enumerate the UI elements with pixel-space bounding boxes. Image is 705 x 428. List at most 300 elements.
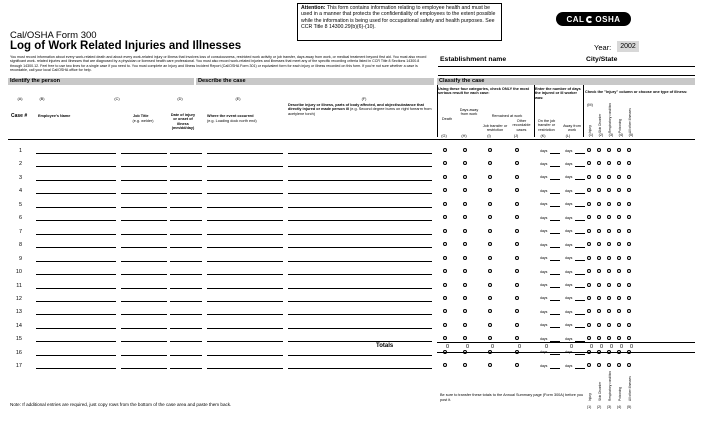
outcome-radio-4[interactable] bbox=[515, 363, 519, 367]
illness-checkbox-4[interactable] bbox=[617, 242, 621, 246]
location-field[interactable] bbox=[207, 153, 283, 154]
outcome-radio-1[interactable] bbox=[443, 175, 447, 179]
outcome-radio-2[interactable] bbox=[463, 336, 467, 340]
illness-checkbox-5[interactable] bbox=[627, 175, 631, 179]
injury-date-field[interactable] bbox=[170, 341, 202, 342]
description-field[interactable] bbox=[288, 207, 432, 208]
illness-checkbox-2[interactable] bbox=[597, 323, 601, 327]
employee-name-field[interactable] bbox=[36, 180, 116, 181]
illness-checkbox-2[interactable] bbox=[597, 363, 601, 367]
illness-checkbox-3[interactable] bbox=[607, 363, 611, 367]
location-field[interactable] bbox=[207, 247, 283, 248]
days-away-label: days bbox=[565, 283, 573, 287]
outcome-radio-2[interactable] bbox=[463, 215, 467, 219]
days-away-field[interactable] bbox=[575, 314, 585, 315]
outcome-radio-1[interactable] bbox=[443, 296, 447, 300]
illness-checkbox-4[interactable] bbox=[617, 148, 621, 152]
outcome-radio-4[interactable] bbox=[515, 215, 519, 219]
location-field[interactable] bbox=[207, 193, 283, 194]
illness-checkbox-5[interactable] bbox=[627, 283, 631, 287]
description-field[interactable] bbox=[288, 234, 432, 235]
outcome-radio-4[interactable] bbox=[515, 229, 519, 233]
illness-checkbox-5[interactable] bbox=[627, 309, 631, 313]
illness-checkbox-2[interactable] bbox=[597, 229, 601, 233]
injury-date-field[interactable] bbox=[170, 368, 202, 369]
job-title-field[interactable] bbox=[121, 166, 167, 167]
description-field[interactable] bbox=[288, 288, 432, 289]
outcome-radio-4[interactable] bbox=[515, 309, 519, 313]
days-transfer-field[interactable] bbox=[550, 260, 560, 261]
days-away-field[interactable] bbox=[575, 179, 585, 180]
illness-checkbox-4[interactable] bbox=[617, 215, 621, 219]
total-value-7: 0 bbox=[590, 344, 594, 350]
location-field[interactable] bbox=[207, 207, 283, 208]
days-transfer-field[interactable] bbox=[550, 327, 560, 328]
outcome-radio-4[interactable] bbox=[515, 296, 519, 300]
outcome-radio-3[interactable] bbox=[488, 269, 492, 273]
days-away-field[interactable] bbox=[575, 260, 585, 261]
illness-checkbox-2[interactable] bbox=[597, 161, 601, 165]
injury-date-field[interactable] bbox=[170, 207, 202, 208]
outcome-radio-4[interactable] bbox=[515, 269, 519, 273]
outcome-radio-2[interactable] bbox=[463, 296, 467, 300]
days-transfer-field[interactable] bbox=[550, 166, 560, 167]
days-transfer-field[interactable] bbox=[550, 274, 560, 275]
illness-checkbox-5[interactable] bbox=[627, 148, 631, 152]
employee-name-field[interactable] bbox=[36, 355, 116, 356]
location-field[interactable] bbox=[207, 288, 283, 289]
illness-checkbox-1[interactable] bbox=[587, 296, 591, 300]
col-a-letter: (A) bbox=[17, 97, 23, 101]
illness-type-header-3: Respiratory condition bbox=[608, 103, 612, 133]
days-transfer-field[interactable] bbox=[550, 247, 560, 248]
description-field[interactable] bbox=[288, 220, 432, 221]
row-number: 3 bbox=[18, 174, 22, 181]
days-away-field[interactable] bbox=[575, 153, 585, 154]
totals-top-rule bbox=[437, 342, 695, 343]
location-field[interactable] bbox=[207, 314, 283, 315]
illness-checkbox-1[interactable] bbox=[587, 215, 591, 219]
job-title-field[interactable] bbox=[121, 234, 167, 235]
illness-checkbox-3[interactable] bbox=[607, 269, 611, 273]
days-transfer-field[interactable] bbox=[550, 220, 560, 221]
illness-checkbox-3[interactable] bbox=[607, 296, 611, 300]
location-field[interactable] bbox=[207, 341, 283, 342]
employee-name-field[interactable] bbox=[36, 234, 116, 235]
illness-checkbox-4[interactable] bbox=[617, 175, 621, 179]
col-c-letter: (C) bbox=[114, 97, 120, 101]
outcome-radio-3[interactable] bbox=[488, 323, 492, 327]
outcome-radio-4[interactable] bbox=[515, 188, 519, 192]
days-away-field[interactable] bbox=[575, 193, 585, 194]
illness-checkbox-1[interactable] bbox=[587, 175, 591, 179]
illness-checkbox-4[interactable] bbox=[617, 256, 621, 260]
outcome-radio-2[interactable] bbox=[463, 148, 467, 152]
illness-checkbox-4[interactable] bbox=[617, 309, 621, 313]
illness-checkbox-4[interactable] bbox=[617, 283, 621, 287]
days-transfer-field[interactable] bbox=[550, 314, 560, 315]
illness-checkbox-2[interactable] bbox=[597, 148, 601, 152]
illness-checkbox-4[interactable] bbox=[617, 296, 621, 300]
employee-name-field[interactable] bbox=[36, 288, 116, 289]
illness-checkbox-3[interactable] bbox=[607, 188, 611, 192]
job-title-field[interactable] bbox=[121, 314, 167, 315]
illness-checkbox-5[interactable] bbox=[627, 363, 631, 367]
location-field[interactable] bbox=[207, 355, 283, 356]
outcome-radio-3[interactable] bbox=[488, 161, 492, 165]
illness-checkbox-3[interactable] bbox=[607, 148, 611, 152]
outcome-radio-4[interactable] bbox=[515, 148, 519, 152]
outcome-radio-1[interactable] bbox=[443, 336, 447, 340]
days-away-field[interactable] bbox=[575, 220, 585, 221]
illness-checkbox-2[interactable] bbox=[597, 215, 601, 219]
city-state-label: City/State bbox=[586, 56, 618, 63]
job-title-field[interactable] bbox=[121, 247, 167, 248]
days-transfer-field[interactable] bbox=[550, 179, 560, 180]
illness-checkbox-5[interactable] bbox=[627, 229, 631, 233]
illness-checkbox-1[interactable] bbox=[587, 269, 591, 273]
outcome-radio-3[interactable] bbox=[488, 148, 492, 152]
job-title-field[interactable] bbox=[121, 220, 167, 221]
outcome-radio-1[interactable] bbox=[443, 323, 447, 327]
illness-checkbox-1[interactable] bbox=[587, 323, 591, 327]
injury-date-field[interactable] bbox=[170, 328, 202, 329]
illness-checkbox-1[interactable] bbox=[587, 283, 591, 287]
outcome-radio-3[interactable] bbox=[488, 229, 492, 233]
illness-checkbox-3[interactable] bbox=[607, 202, 611, 206]
illness-checkbox-2[interactable] bbox=[597, 188, 601, 192]
description-field[interactable] bbox=[288, 247, 432, 248]
outcome-radio-3[interactable] bbox=[488, 175, 492, 179]
description-field[interactable] bbox=[288, 341, 432, 342]
illness-checkbox-3[interactable] bbox=[607, 161, 611, 165]
illness-checkbox-5[interactable] bbox=[627, 269, 631, 273]
days-away-field[interactable] bbox=[575, 206, 585, 207]
form-title: Log of Work Related Injuries and Illnesses bbox=[10, 40, 242, 52]
outcome-radio-2[interactable] bbox=[463, 323, 467, 327]
job-title-field[interactable] bbox=[121, 301, 167, 302]
outcome-radio-4[interactable] bbox=[515, 161, 519, 165]
illness-type-num-4: (4) bbox=[618, 133, 624, 137]
days-transfer-field[interactable] bbox=[550, 354, 560, 355]
outcome-radio-2[interactable] bbox=[463, 229, 467, 233]
outcome-radio-1[interactable] bbox=[443, 256, 447, 260]
description-field[interactable] bbox=[288, 274, 432, 275]
outcome-radio-4[interactable] bbox=[515, 175, 519, 179]
days-away-field[interactable] bbox=[575, 327, 585, 328]
illness-checkbox-5[interactable] bbox=[627, 161, 631, 165]
illness-checkbox-2[interactable] bbox=[597, 269, 601, 273]
outcome-radio-1[interactable] bbox=[443, 188, 447, 192]
col-d-line1: Date of injury bbox=[170, 113, 196, 117]
outcome-radio-4[interactable] bbox=[515, 283, 519, 287]
outcome-radio-1[interactable] bbox=[443, 363, 447, 367]
illness-checkbox-4[interactable] bbox=[617, 323, 621, 327]
illness-checkbox-1[interactable] bbox=[587, 256, 591, 260]
job-title-field[interactable] bbox=[121, 341, 167, 342]
row-number: 7 bbox=[18, 228, 22, 235]
illness-checkbox-2[interactable] bbox=[597, 175, 601, 179]
days-away-field[interactable] bbox=[575, 368, 585, 369]
employee-name-field[interactable] bbox=[36, 166, 116, 167]
outcome-radio-2[interactable] bbox=[463, 242, 467, 246]
outcome-radio-2[interactable] bbox=[463, 309, 467, 313]
location-field[interactable] bbox=[207, 274, 283, 275]
location-field[interactable] bbox=[207, 368, 283, 369]
outcome-radio-3[interactable] bbox=[488, 242, 492, 246]
illness-checkbox-3[interactable] bbox=[607, 283, 611, 287]
illness-checkbox-3[interactable] bbox=[607, 215, 611, 219]
illness-checkbox-4[interactable] bbox=[617, 336, 621, 340]
days-transfer-field[interactable] bbox=[550, 300, 560, 301]
illness-checkbox-4[interactable] bbox=[617, 269, 621, 273]
job-title-field[interactable] bbox=[121, 193, 167, 194]
employee-name-field[interactable] bbox=[36, 247, 116, 248]
outcome-radio-4[interactable] bbox=[515, 323, 519, 327]
illness-checkbox-4[interactable] bbox=[617, 188, 621, 192]
divider bbox=[437, 85, 438, 137]
outcome-radio-2[interactable] bbox=[463, 363, 467, 367]
outcome-radio-1[interactable] bbox=[443, 202, 447, 206]
outcome-radio-2[interactable] bbox=[463, 283, 467, 287]
outcome-radio-3[interactable] bbox=[488, 363, 492, 367]
job-title-field[interactable] bbox=[121, 207, 167, 208]
outcome-radio-3[interactable] bbox=[488, 309, 492, 313]
outcome-radio-1[interactable] bbox=[443, 161, 447, 165]
description-field[interactable] bbox=[288, 193, 432, 194]
days-away-field[interactable] bbox=[575, 287, 585, 288]
illness-checkbox-1[interactable] bbox=[587, 309, 591, 313]
illness-checkbox-4[interactable] bbox=[617, 161, 621, 165]
injury-date-field[interactable] bbox=[170, 166, 202, 167]
outcome-radio-3[interactable] bbox=[488, 188, 492, 192]
illness-checkbox-5[interactable] bbox=[627, 296, 631, 300]
outcome-radio-3[interactable] bbox=[488, 336, 492, 340]
illness-checkbox-3[interactable] bbox=[607, 242, 611, 246]
days-away-label: days bbox=[565, 148, 573, 153]
illness-checkbox-1[interactable] bbox=[587, 161, 591, 165]
illness-checkbox-5[interactable] bbox=[627, 215, 631, 219]
illness-checkbox-2[interactable] bbox=[597, 296, 601, 300]
injury-date-field[interactable] bbox=[170, 247, 202, 248]
illness-checkbox-3[interactable] bbox=[607, 229, 611, 233]
injury-date-field[interactable] bbox=[170, 234, 202, 235]
illness-checkbox-2[interactable] bbox=[597, 256, 601, 260]
days-away-field[interactable] bbox=[575, 300, 585, 301]
illness-checkbox-1[interactable] bbox=[587, 202, 591, 206]
injury-date-field[interactable] bbox=[170, 274, 202, 275]
days-away-field[interactable] bbox=[575, 166, 585, 167]
hdr-away-from: Away from work bbox=[563, 124, 581, 133]
outcome-radio-1[interactable] bbox=[443, 242, 447, 246]
days-transfer-field[interactable] bbox=[550, 233, 560, 234]
row-number: 16 bbox=[15, 349, 22, 356]
outcome-radio-3[interactable] bbox=[488, 256, 492, 260]
illness-checkbox-2[interactable] bbox=[597, 336, 601, 340]
outcome-radio-2[interactable] bbox=[463, 161, 467, 165]
location-field[interactable] bbox=[207, 220, 283, 221]
outcome-radio-3[interactable] bbox=[488, 202, 492, 206]
outcome-radio-3[interactable] bbox=[488, 296, 492, 300]
col-d-label bbox=[166, 113, 200, 131]
illness-checkbox-1[interactable] bbox=[587, 363, 591, 367]
job-title-field[interactable] bbox=[121, 153, 167, 154]
days-transfer-field[interactable] bbox=[550, 368, 560, 369]
injury-date-field[interactable] bbox=[170, 261, 202, 262]
illness-checkbox-2[interactable] bbox=[597, 242, 601, 246]
days-away-field[interactable] bbox=[575, 233, 585, 234]
total-value-3: 0 bbox=[491, 344, 495, 350]
outcome-radio-3[interactable] bbox=[488, 283, 492, 287]
illness-type-footer-4: Poisoning bbox=[618, 387, 622, 401]
outcome-radio-4[interactable] bbox=[515, 242, 519, 246]
illness-checkbox-1[interactable] bbox=[587, 242, 591, 246]
days-away-label: days bbox=[565, 202, 573, 207]
outcome-radio-2[interactable] bbox=[463, 256, 467, 260]
outcome-radio-1[interactable] bbox=[443, 229, 447, 233]
logo-right-text: OSHA bbox=[595, 14, 621, 24]
employee-name-field[interactable] bbox=[36, 328, 116, 329]
copy-rows-note: Note: If additional entries are required, just copy rows from the bottom of the case area and paste them back. bbox=[10, 402, 232, 407]
job-title-field[interactable] bbox=[121, 274, 167, 275]
illness-checkbox-3[interactable] bbox=[607, 175, 611, 179]
illness-checkbox-4[interactable] bbox=[617, 202, 621, 206]
days-away-field[interactable] bbox=[575, 354, 585, 355]
description-field[interactable] bbox=[288, 180, 432, 181]
outcome-radio-1[interactable] bbox=[443, 283, 447, 287]
description-field[interactable] bbox=[288, 261, 432, 262]
location-field[interactable] bbox=[207, 328, 283, 329]
description-field[interactable] bbox=[288, 301, 432, 302]
divider bbox=[534, 85, 535, 137]
employee-name-field[interactable] bbox=[36, 193, 116, 194]
classify-m-letter: (M) bbox=[587, 103, 593, 107]
illness-checkbox-3[interactable] bbox=[607, 336, 611, 340]
classify-letter-6: (L) bbox=[565, 134, 571, 138]
outcome-radio-1[interactable] bbox=[443, 309, 447, 313]
illness-checkbox-3[interactable] bbox=[607, 256, 611, 260]
classify-letter-2: (H) bbox=[461, 134, 467, 138]
injury-date-field[interactable] bbox=[170, 153, 202, 154]
employee-name-field[interactable] bbox=[36, 220, 116, 221]
employee-name-field[interactable] bbox=[36, 261, 116, 262]
injury-date-field[interactable] bbox=[170, 288, 202, 289]
injury-date-field[interactable] bbox=[170, 301, 202, 302]
days-transfer-label: days bbox=[540, 323, 548, 328]
illness-checkbox-1[interactable] bbox=[587, 148, 591, 152]
illness-type-footer-num-5: (5) bbox=[627, 405, 632, 409]
total-value-9: 0 bbox=[610, 344, 614, 350]
location-field[interactable] bbox=[207, 261, 283, 262]
injury-date-field[interactable] bbox=[170, 180, 202, 181]
days-transfer-field[interactable] bbox=[550, 287, 560, 288]
job-title-field[interactable] bbox=[121, 180, 167, 181]
illness-checkbox-2[interactable] bbox=[597, 202, 601, 206]
job-title-field[interactable] bbox=[121, 288, 167, 289]
outcome-radio-1[interactable] bbox=[443, 148, 447, 152]
illness-checkbox-2[interactable] bbox=[597, 309, 601, 313]
injury-date-field[interactable] bbox=[170, 220, 202, 221]
illness-checkbox-1[interactable] bbox=[587, 336, 591, 340]
employee-name-field[interactable] bbox=[36, 341, 116, 342]
days-transfer-field[interactable] bbox=[550, 193, 560, 194]
total-value-1: 0 bbox=[446, 344, 450, 350]
description-field[interactable] bbox=[288, 153, 432, 154]
job-title-field[interactable] bbox=[121, 328, 167, 329]
illness-checkbox-5[interactable] bbox=[627, 336, 631, 340]
illness-checkbox-2[interactable] bbox=[597, 283, 601, 287]
description-field[interactable] bbox=[288, 314, 432, 315]
illness-checkbox-5[interactable] bbox=[627, 202, 631, 206]
description-field[interactable] bbox=[288, 166, 432, 167]
description-field[interactable] bbox=[288, 328, 432, 329]
location-field[interactable] bbox=[207, 234, 283, 235]
job-title-field[interactable] bbox=[121, 261, 167, 262]
location-field[interactable] bbox=[207, 301, 283, 302]
outcome-radio-2[interactable] bbox=[463, 202, 467, 206]
illness-checkbox-4[interactable] bbox=[617, 363, 621, 367]
injury-date-field[interactable] bbox=[170, 355, 202, 356]
employee-name-field[interactable] bbox=[36, 301, 116, 302]
outcome-radio-1[interactable] bbox=[443, 215, 447, 219]
outcome-radio-1[interactable] bbox=[443, 269, 447, 273]
row-number: 6 bbox=[18, 215, 22, 222]
illness-checkbox-5[interactable] bbox=[627, 323, 631, 327]
illness-checkbox-5[interactable] bbox=[627, 256, 631, 260]
employee-name-field[interactable] bbox=[36, 368, 116, 369]
illness-type-num-1: (1) bbox=[588, 133, 594, 137]
outcome-radio-2[interactable] bbox=[463, 188, 467, 192]
days-transfer-field[interactable] bbox=[550, 153, 560, 154]
illness-checkbox-3[interactable] bbox=[607, 323, 611, 327]
illness-checkbox-5[interactable] bbox=[627, 242, 631, 246]
illness-checkbox-1[interactable] bbox=[587, 188, 591, 192]
job-title-field[interactable] bbox=[121, 368, 167, 369]
illness-checkbox-3[interactable] bbox=[607, 309, 611, 313]
description-field[interactable] bbox=[288, 355, 432, 356]
section-classify: Classify the case bbox=[437, 78, 695, 85]
outcome-radio-4[interactable] bbox=[515, 256, 519, 260]
employee-name-field[interactable] bbox=[36, 314, 116, 315]
injury-date-field[interactable] bbox=[170, 193, 202, 194]
days-away-field[interactable] bbox=[575, 247, 585, 248]
attention-label: Attention: bbox=[301, 5, 326, 11]
days-transfer-label: days bbox=[540, 202, 548, 207]
illness-checkbox-4[interactable] bbox=[617, 229, 621, 233]
outcome-radio-2[interactable] bbox=[463, 175, 467, 179]
outcome-radio-4[interactable] bbox=[515, 202, 519, 206]
classify-letter-3: (I) bbox=[487, 134, 491, 138]
location-field[interactable] bbox=[207, 166, 283, 167]
classify-letter-1: (G) bbox=[441, 134, 447, 138]
illness-checkbox-1[interactable] bbox=[587, 229, 591, 233]
year-field[interactable]: 2002 bbox=[617, 41, 639, 52]
outcome-radio-3[interactable] bbox=[488, 215, 492, 219]
employee-name-field[interactable] bbox=[36, 153, 116, 154]
injury-date-field[interactable] bbox=[170, 314, 202, 315]
days-away-field[interactable] bbox=[575, 274, 585, 275]
days-transfer-field[interactable] bbox=[550, 206, 560, 207]
description-field[interactable] bbox=[288, 368, 432, 369]
row-number: 12 bbox=[15, 295, 22, 302]
employee-name-field[interactable] bbox=[36, 207, 116, 208]
employee-name-field[interactable] bbox=[36, 274, 116, 275]
outcome-radio-2[interactable] bbox=[463, 269, 467, 273]
location-field[interactable] bbox=[207, 180, 283, 181]
outcome-radio-4[interactable] bbox=[515, 336, 519, 340]
job-title-field[interactable] bbox=[121, 355, 167, 356]
illness-checkbox-5[interactable] bbox=[627, 188, 631, 192]
